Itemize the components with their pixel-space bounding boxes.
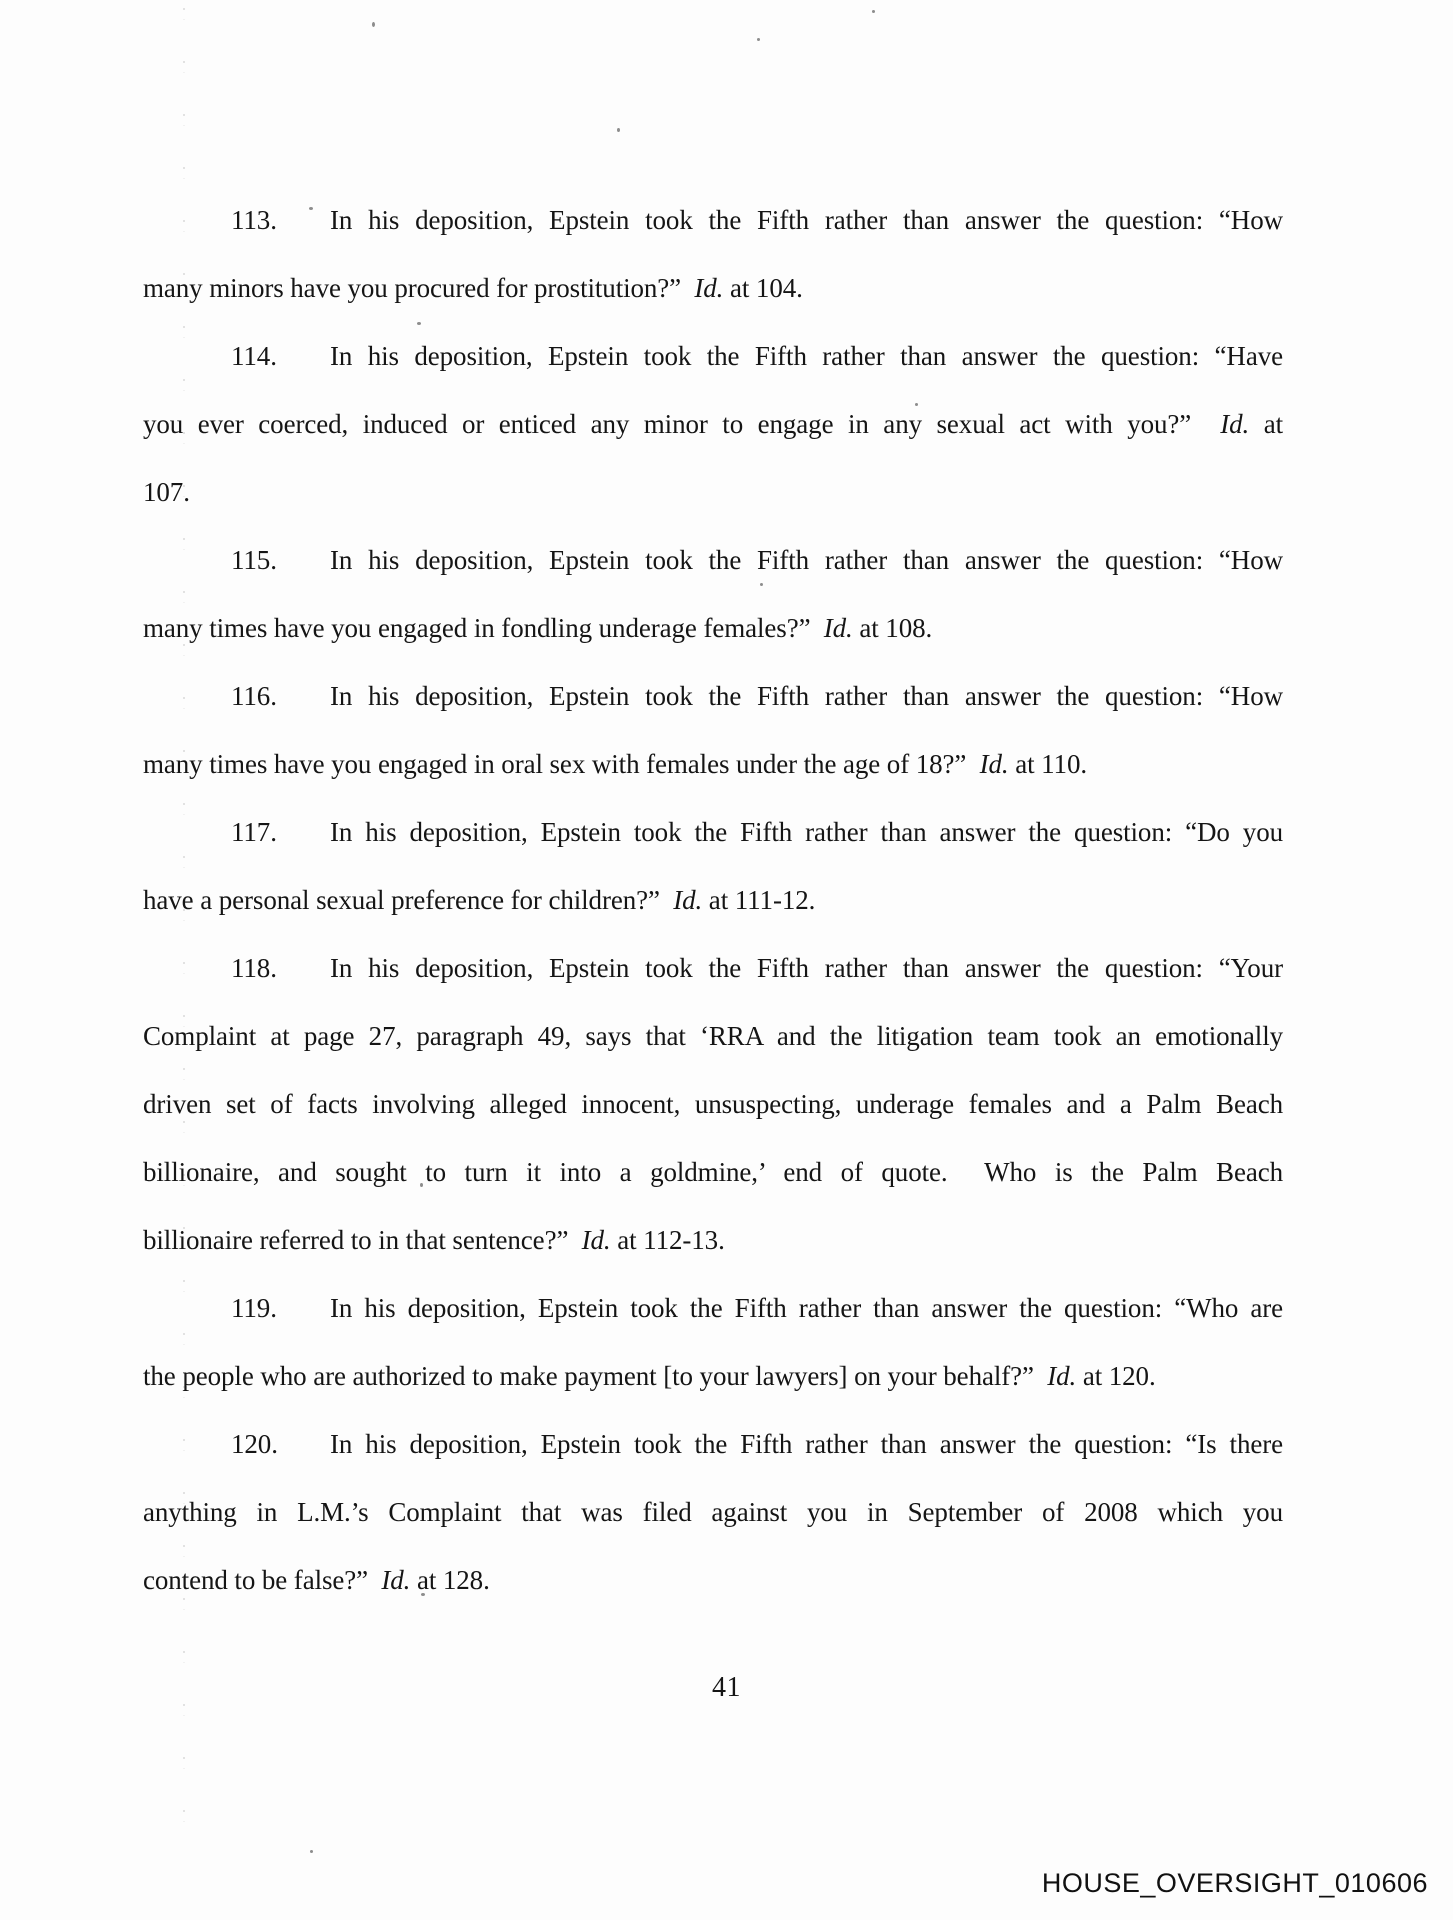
paragraph-number: 119. <box>231 1293 277 1323</box>
text-line <box>143 934 1283 1002</box>
citation-italic: Id. <box>673 885 703 915</box>
text-segment: at 111-12. <box>702 885 816 915</box>
scan-artifact <box>372 22 375 27</box>
page-number: 41 <box>712 1672 741 1703</box>
text-segment: at 112-13. <box>610 1225 725 1255</box>
text-segment: In his deposition, Epstein took the Fifth rather than answer the question: “How <box>330 681 1283 711</box>
text-segment: at 120. <box>1076 1361 1156 1391</box>
text-segment: In his deposition, Epstein took the Fifth rather than answer the question: “Is there <box>330 1429 1283 1459</box>
paragraph-119 <box>143 1274 1283 1410</box>
document-body <box>143 186 1283 1614</box>
text-segment: In his deposition, Epstein took the Fifth rather than answer the question: “How <box>330 205 1283 235</box>
text-line <box>143 866 1283 934</box>
scan-artifact <box>617 128 620 132</box>
citation-italic: Id. <box>694 273 724 303</box>
text-segment: 107. <box>143 477 190 507</box>
text-segment: anything in L.M.’s Complaint that was filed against you in September of 2008 which you <box>143 1497 1283 1527</box>
paragraph-118 <box>143 934 1283 1274</box>
text-segment: billionaire referred to in that sentence?” <box>143 1225 582 1255</box>
text-line <box>143 1342 1283 1410</box>
text-segment: many times have you engaged in oral sex with females under the age of 18?” <box>143 749 980 779</box>
text-segment: In his deposition, Epstein took the Fifth rather than answer the question: “Your <box>330 953 1283 983</box>
text-line <box>143 322 1283 390</box>
text-line <box>143 1274 1283 1342</box>
paragraph-116 <box>143 662 1283 798</box>
text-line <box>143 254 1283 322</box>
text-segment: many times have you engaged in fondling underage females?” <box>143 613 824 643</box>
text-line <box>143 1206 1283 1274</box>
citation-italic: Id. <box>823 613 853 643</box>
text-segment: In his deposition, Epstein took the Fifth rather than answer the question: “Who are <box>330 1293 1283 1323</box>
text-line <box>143 1070 1283 1138</box>
text-line <box>143 1546 1283 1614</box>
scan-artifact <box>757 38 760 41</box>
paragraph-117 <box>143 798 1283 934</box>
scan-artifact <box>872 10 875 13</box>
citation-italic: Id. <box>1047 1361 1077 1391</box>
text-segment: driven set of facts involving alleged innocent, unsuspecting, underage females and a Palm Beach <box>143 1089 1283 1119</box>
paragraph-number: 115. <box>231 545 277 575</box>
paragraph-number: 113. <box>231 205 277 235</box>
text-segment: at 108. <box>852 613 933 643</box>
text-segment: at 104. <box>723 273 803 303</box>
text-segment: In his deposition, Epstein took the Fifth rather than answer the question: “How <box>330 545 1283 575</box>
text-segment: at 110. <box>1008 749 1088 779</box>
text-segment: you ever coerced, induced or enticed any minor to engage in any sexual act with you?” <box>143 409 1221 439</box>
paragraph-114 <box>143 322 1283 526</box>
paragraph-number: 118. <box>231 953 277 983</box>
paragraph-120 <box>143 1410 1283 1614</box>
text-segment: billionaire, and sought to turn it into a goldmine,’ end of quote. Who is the Palm Beach <box>143 1157 1283 1187</box>
text-line <box>143 186 1283 254</box>
scan-artifact <box>310 1850 313 1853</box>
text-segment: Complaint at page 27, paragraph 49, says that ‘RRA and the litigation team took an emotionally <box>143 1021 1283 1051</box>
text-line <box>143 390 1283 458</box>
text-segment: have a personal sexual preference for children?” <box>143 885 674 915</box>
paragraph-113 <box>143 186 1283 322</box>
text-line <box>143 526 1283 594</box>
bates-number: HOUSE_OVERSIGHT_010606 <box>1041 1868 1428 1898</box>
text-segment: contend to be false?” <box>143 1565 382 1595</box>
paragraph-115 <box>143 526 1283 662</box>
text-line <box>143 1002 1283 1070</box>
text-line <box>143 798 1283 866</box>
text-segment: at 128. <box>410 1565 490 1595</box>
text-segment: many minors have you procured for prostitution?” <box>143 273 695 303</box>
paragraph-number: 117. <box>231 817 277 847</box>
text-line <box>143 594 1283 662</box>
text-line <box>143 458 1283 526</box>
text-line <box>143 1478 1283 1546</box>
text-segment: the people who are authorized to make payment [to your lawyers] on your behalf?” <box>143 1361 1048 1391</box>
citation-italic: Id. <box>581 1225 611 1255</box>
paragraph-number: 114. <box>231 341 277 371</box>
text-line <box>143 1410 1283 1478</box>
text-line <box>143 1138 1283 1206</box>
text-line <box>143 730 1283 798</box>
text-line <box>143 662 1283 730</box>
text-segment: In his deposition, Epstein took the Fifth rather than answer the question: “Have <box>330 341 1283 371</box>
citation-italic: Id. <box>979 749 1009 779</box>
text-segment: at <box>1249 409 1283 439</box>
citation-italic: Id. <box>1220 409 1250 439</box>
paragraph-number: 120. <box>231 1429 278 1459</box>
citation-italic: Id. <box>381 1565 411 1595</box>
paragraph-number: 116. <box>231 681 277 711</box>
text-segment: In his deposition, Epstein took the Fifth rather than answer the question: “Do you <box>330 817 1283 847</box>
